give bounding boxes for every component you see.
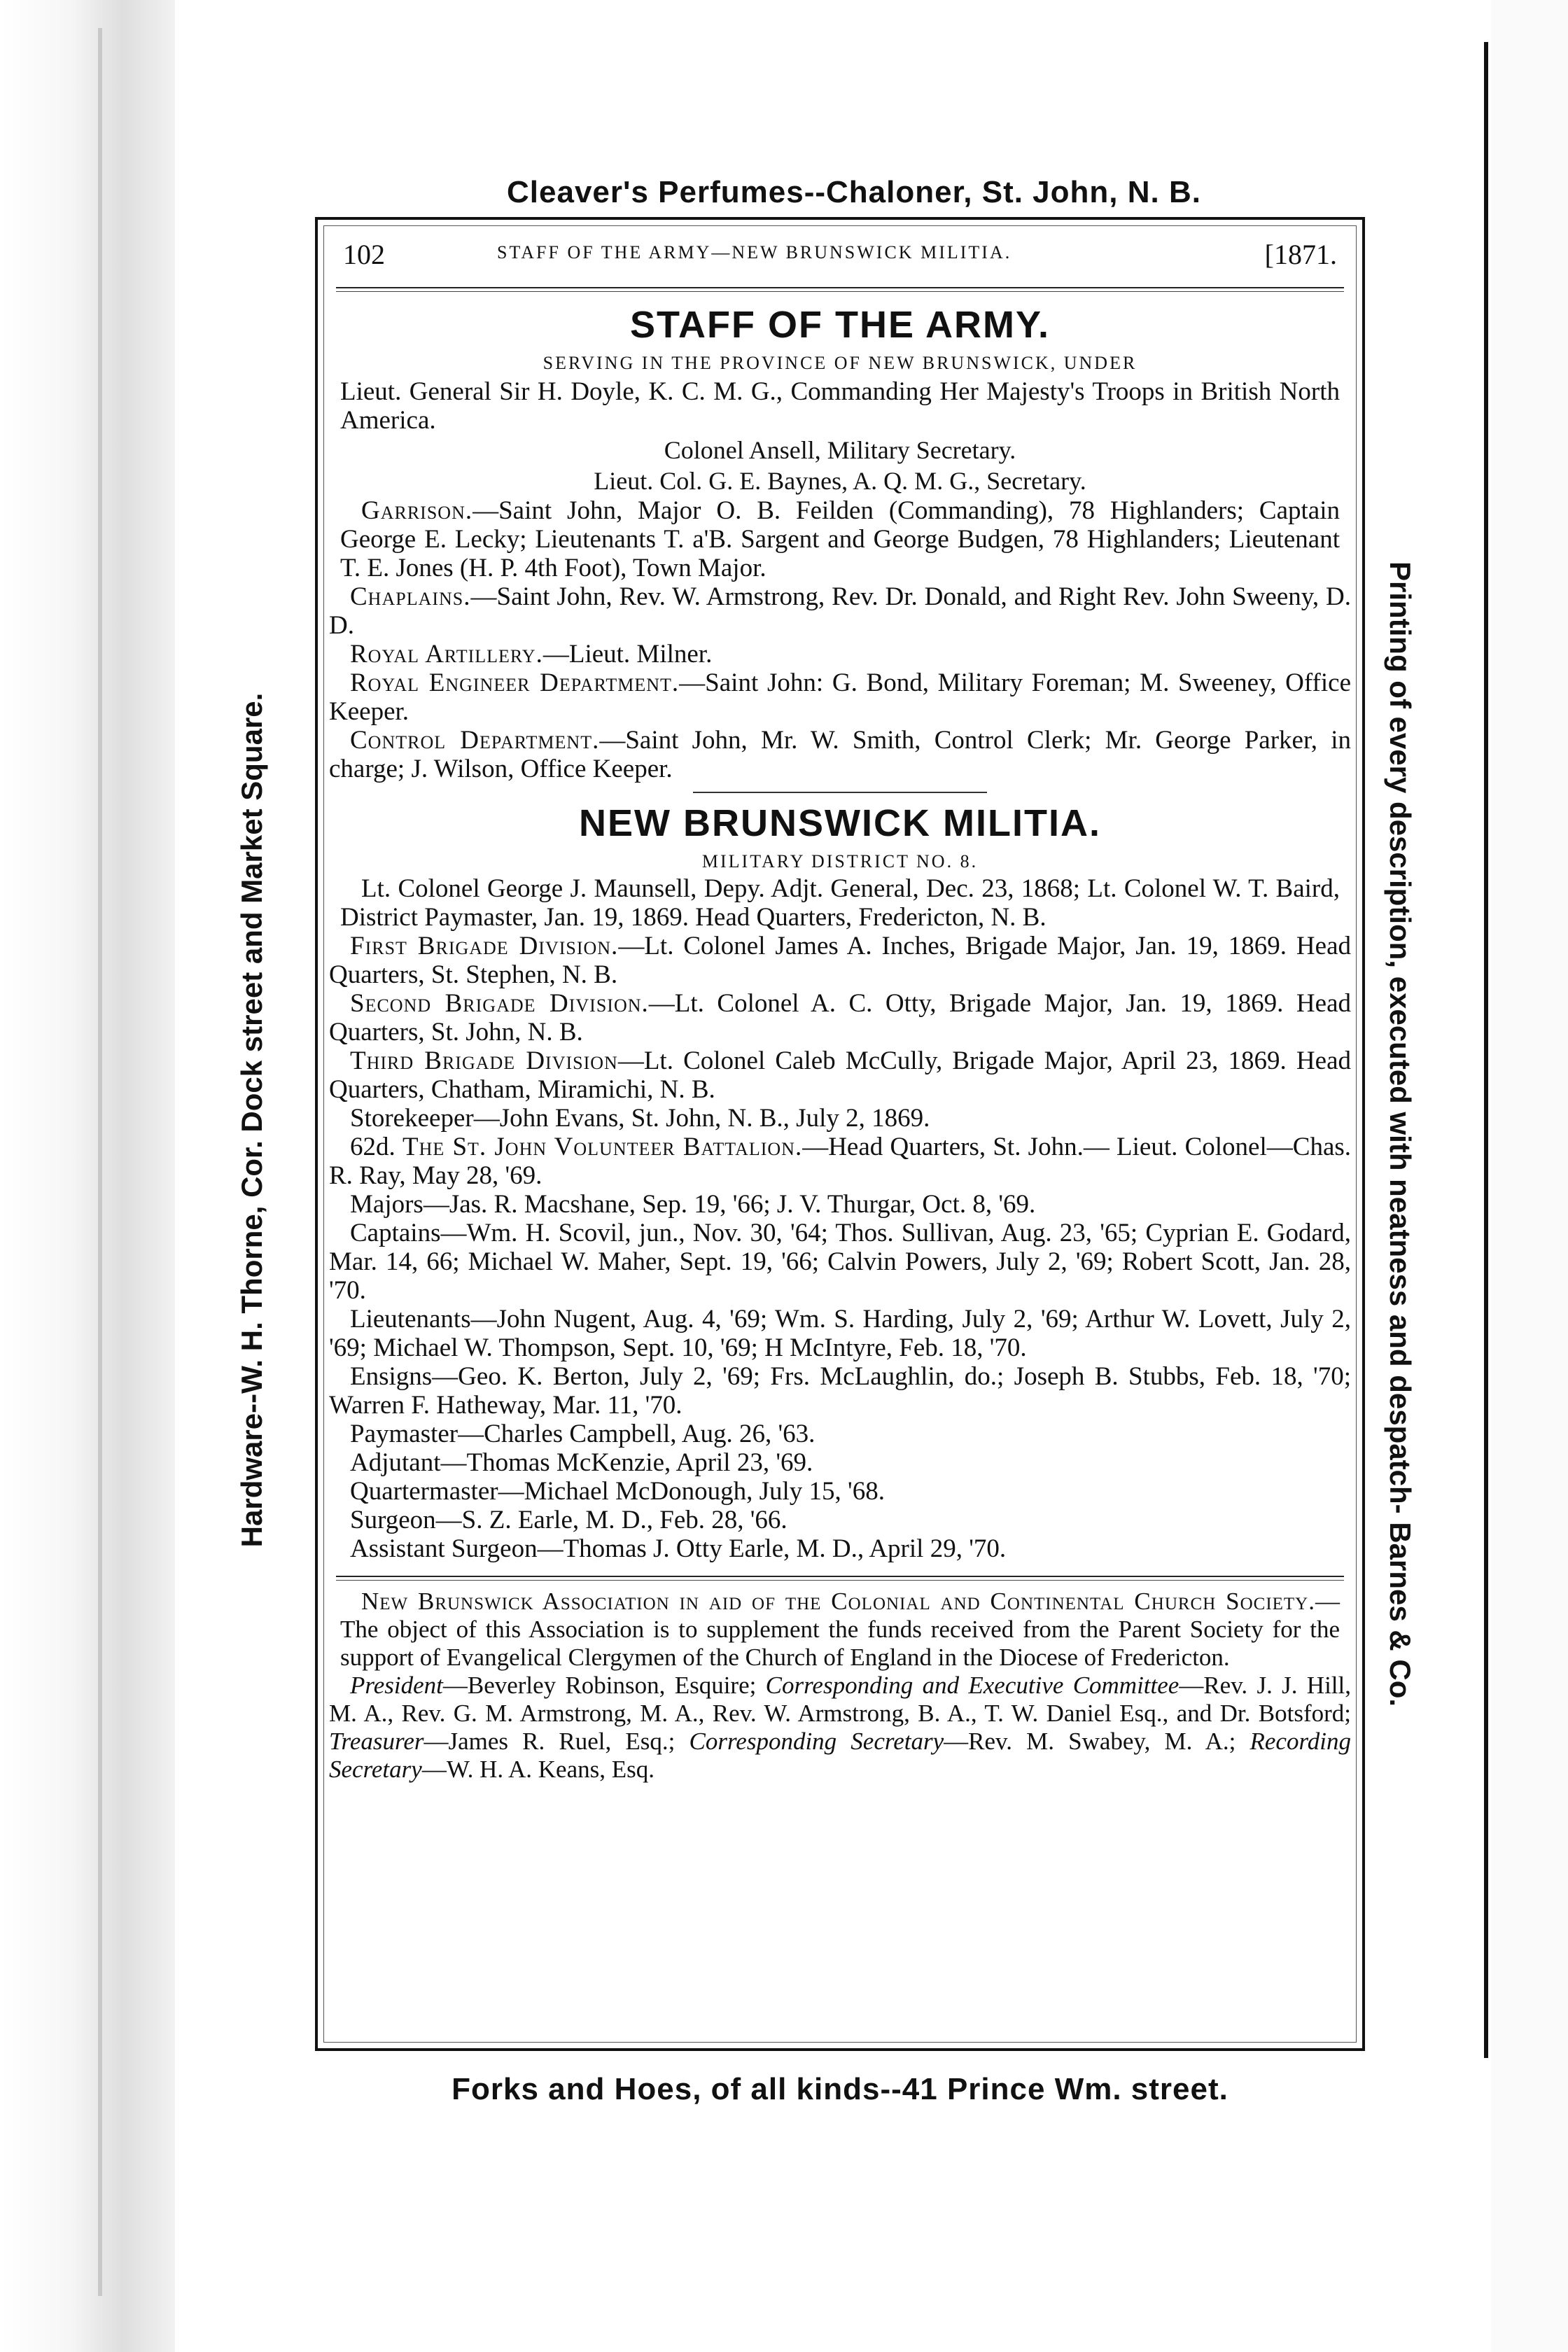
staff-heading: STAFF OF THE ARMY. — [630, 304, 1050, 346]
second-brigade-label: Second Brigade Division. — [350, 989, 649, 1018]
lieutenants-entry: Lieutenants—John Nugent, Aug. 4, '69; Wm. S. Harding, July 2, '69; Arthur W. Lovett, July 2, '69; Michael W. Thompson, Sept. 10, '69; H McIntyre, Feb. 18, '70. — [329, 1305, 1351, 1362]
section-divider — [693, 792, 987, 793]
assistant-surgeon-entry: Assistant Surgeon—Thomas J. Otty Earle, M. D., April 29, '70. — [350, 1534, 1007, 1563]
corresponding-secretary-label: Corresponding Secretary — [689, 1728, 944, 1755]
committee-text: —Rev. J. J. Hill, M. A., Rev. G. M. Armstrong, M. A., Rev. W. Armstrong, B. A., T. W. Daniel Esq., and Dr. Botsford; — [329, 1672, 1351, 1727]
first-brigade-entry — [329, 932, 1351, 989]
garrison-entry — [340, 496, 1340, 582]
second-brigade-entry — [329, 989, 1351, 1046]
battalion-label: The St. John Volunteer Battalion. — [402, 1133, 803, 1161]
second-brigade-text: —Lt. Colonel A. C. Otty, Brigade Major, Jan. 19, 1869. Head Quarters, St. John, N. B. — [329, 989, 1351, 1046]
page-fold-line — [1484, 42, 1488, 2058]
paymaster-entry: Paymaster—Charles Campbell, Aug. 26, '63. — [350, 1420, 816, 1448]
advert-left: Hardware--W. H. Thorne, Cor. Dock street and Market Square. — [235, 692, 268, 1548]
running-head-title: STAFF OF THE ARMY—NEW BRUNSWICK MILITIA. — [497, 242, 1012, 262]
head-rule — [336, 287, 1344, 292]
association-text: —The object of this Association is to supplement the funds received from the Parent Society for the support of Evangelical Clergymen of the Church of England in the Diocese of Fredericton. — [340, 1588, 1340, 1671]
engineer-entry — [329, 668, 1351, 726]
committee-label: Corresponding and Executive Committee — [765, 1672, 1180, 1699]
treasurer-label: Treasurer — [329, 1728, 424, 1755]
third-brigade-label: Third Brigade Division — [350, 1046, 618, 1075]
staff-baynes: Lieut. Col. G. E. Baynes, A. Q. M. G., Secretary. — [594, 467, 1086, 495]
recording-secretary-text: —W. H. A. Keans, Esq. — [421, 1756, 654, 1783]
running-head — [329, 231, 1351, 280]
next-page-strip — [1491, 0, 1568, 2352]
captains-entry: Captains—Wm. H. Scovil, jun., Nov. 30, '64; Thos. Sullivan, Aug. 23, '65; Cyprian E. Godard, Mar. 14, 66; Michael W. Maher, Sept. 19, '66; Calvin Powers, July 2, '69; Robert Scott, Jan. 28, '70. — [329, 1219, 1351, 1305]
artillery-entry — [329, 640, 1351, 668]
garrison-text: —Saint John, Major O. B. Feilden (Commanding), 78 Highlanders; Captain George E. Lecky; Lieutenants T. a'B. Sargent and George Budgen, 78 Highlanders; Lieutenant T. E. Jones (H. P. 4th Foot), Town Major. — [340, 496, 1340, 582]
association-officers — [329, 1672, 1351, 1784]
battalion-number: 62d. — [350, 1133, 396, 1161]
battalion-entry — [329, 1133, 1351, 1190]
quartermaster-entry: Quartermaster—Michael McDonough, July 15, '68. — [350, 1477, 885, 1506]
association-label: New Brunswick Association in aid of the Colonial and Continental Church Society. — [361, 1588, 1315, 1615]
advert-bottom: Forks and Hoes, of all kinds--41 Prince Wm. street. — [451, 2072, 1228, 2106]
president-text: —Beverley Robinson, Esquire; — [442, 1672, 757, 1699]
staff-intro: Lieut. General Sir H. Doyle, K. C. M. G., Commanding Her Majesty's Troops in British North America. — [340, 377, 1340, 435]
corresponding-secretary-text: —Rev. M. Swabey, M. A.; — [944, 1728, 1236, 1755]
staff-section — [329, 303, 1351, 783]
control-text: —Saint John, Mr. W. Smith, Control Clerk; Mr. George Parker, in charge; J. Wilson, Office Keeper. — [329, 726, 1351, 783]
association-section — [329, 1588, 1351, 1784]
page-edge-line — [98, 28, 102, 2296]
recording-secretary-label: Recording Secretary — [329, 1728, 1351, 1783]
storekeeper-entry: Storekeeper—John Evans, St. John, N. B., July 2, 1869. — [350, 1104, 930, 1133]
page-edge-shadow — [0, 0, 175, 2352]
association-entry — [340, 1588, 1340, 1672]
militia-section — [329, 802, 1351, 1563]
militia-heading: NEW BRUNSWICK MILITIA. — [579, 802, 1101, 844]
district-entry: Lt. Colonel George J. Maunsell, Depy. Adjt. General, Dec. 23, 1868; Lt. Colonel W. T. Baird, District Paymaster, Jan. 19, 1869. Head Quarters, Fredericton, N. B. — [340, 874, 1340, 932]
control-entry — [329, 726, 1351, 783]
first-brigade-text: —Lt. Colonel James A. Inches, Brigade Major, Jan. 19, 1869. Head Quarters, St. Stephen, N. B. — [329, 932, 1351, 989]
third-brigade-text: —Lt. Colonel Caleb McCully, Brigade Major, April 23, 1869. Head Quarters, Chatham, Miramichi, N. B. — [329, 1046, 1351, 1104]
advert-right: Printing of every description, executed with neatness and despatch- Barnes & Co. — [1384, 561, 1417, 1707]
treasurer-text: —James R. Ruel, Esq.; — [424, 1728, 676, 1755]
association-rule — [336, 1576, 1344, 1581]
chaplains-label: Chaplains. — [350, 582, 471, 611]
battalion-text: —Head Quarters, St. John.— Lieut. Colonel—Chas. R. Ray, May 28, '69. — [329, 1133, 1351, 1190]
majors-entry: Majors—Jas. R. Macshane, Sep. 19, '66; J. V. Thurgar, Oct. 8, '69. — [350, 1190, 1036, 1219]
control-label: Control Department. — [350, 726, 600, 755]
page-number: 102 — [343, 239, 385, 270]
third-brigade-entry — [329, 1046, 1351, 1104]
engineer-text: —Saint John: G. Bond, Military Foreman; M. Sweeney, Office Keeper. — [329, 668, 1351, 726]
first-brigade-label: First Brigade Division. — [350, 932, 619, 960]
page-content — [329, 231, 1351, 2037]
artillery-label: Royal Artillery. — [350, 640, 543, 668]
chaplains-entry — [329, 582, 1351, 640]
staff-subheading: SERVING IN THE PROVINCE OF NEW BRUNSWICK, UNDER — [542, 353, 1138, 373]
engineer-label: Royal Engineer Department. — [350, 668, 680, 697]
running-head-year: [1871. — [1264, 239, 1337, 270]
staff-ansell: Colonel Ansell, Military Secretary. — [664, 436, 1016, 464]
ensigns-entry: Ensigns—Geo. K. Berton, July 2, '69; Frs. McLaughlin, do.; Joseph B. Stubbs, Feb. 18, '70; Warren F. Hatheway, Mar. 11, '70. — [329, 1362, 1351, 1420]
adjutant-entry: Adjutant—Thomas McKenzie, April 23, '69. — [350, 1448, 813, 1477]
surgeon-entry: Surgeon—S. Z. Earle, M. D., Feb. 28, '66. — [350, 1506, 788, 1534]
advert-top: Cleaver's Perfumes--Chaloner, St. John, N. B. — [507, 175, 1201, 209]
artillery-text: —Lieut. Milner. — [542, 640, 713, 668]
militia-subheading: MILITARY DISTRICT NO. 8. — [701, 851, 979, 872]
president-label: President — [350, 1672, 443, 1699]
chaplains-text: —Saint John, Rev. W. Armstrong, Rev. Dr. Donald, and Right Rev. John Sweeny, D. D. — [329, 582, 1351, 640]
garrison-label: Garrison. — [361, 496, 473, 525]
